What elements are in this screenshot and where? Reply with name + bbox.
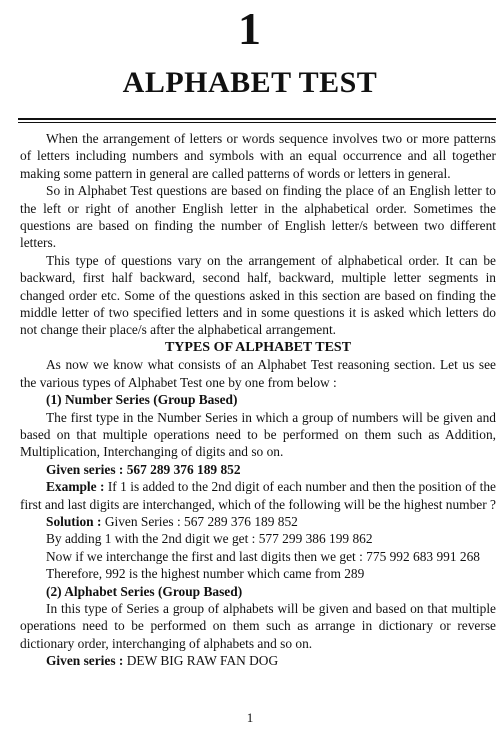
title-rule-thin xyxy=(18,122,496,123)
given-series-label: Given series : xyxy=(46,653,124,669)
types-heading: TYPES OF ALPHABET TEST xyxy=(164,339,352,355)
chapter-number: 1 xyxy=(238,3,262,54)
given-series-label: Given series : xyxy=(46,461,124,477)
solution-step-1: By adding 1 with the 2nd digit we get : 577 299 386 199 862 xyxy=(46,531,373,547)
title-rule-thick xyxy=(18,118,496,120)
solution-text: Given Series : 567 289 376 189 852 xyxy=(104,513,298,529)
example-label: Example : xyxy=(46,479,105,495)
intro-paragraph-2: So in Alphabet Test questions are based on finding the place of an English letter to the left or right of another English letter in the alphabetical order. Sometimes the questions are based on finding the number of English letter/s between two different letters. xyxy=(20,183,496,251)
solution-step-3: Therefore, 992 is the highest number which came from 289 xyxy=(46,566,365,582)
page-number: 1 xyxy=(246,710,254,725)
types-intro: As now we know what consists of an Alphabet Test reasoning section. Let us see the various types of Alphabet Test one by one from below : xyxy=(20,357,496,390)
solution-step-2: Now if we interchange the first and last digits then we get : 775 992 683 991 268 xyxy=(46,548,480,564)
solution-label: Solution : xyxy=(46,513,102,529)
alphabet-series-heading: (2) Alphabet Series (Group Based) xyxy=(46,583,243,599)
alphabet-given-series xyxy=(20,652,496,669)
number-given-series xyxy=(20,461,496,478)
example-paragraph xyxy=(20,478,496,513)
alphabet-series-description: In this type of Series a group of alphabets will be given and based on that multiple operations need to be performed on them such as arrange in dictionary or reverse dictionary order, interchanging of alphabets and so on. xyxy=(20,600,496,651)
solution-line xyxy=(20,513,496,530)
example-text: If 1 is added to the 2nd digit of each number and then the position of the first and last digits are interchanged, which of the following will be the highest number ? xyxy=(20,479,496,512)
given-series-value: DEW BIG RAW FAN DOG xyxy=(126,653,279,669)
given-series-value: 567 289 376 189 852 xyxy=(126,461,241,477)
number-series-heading: (1) Number Series (Group Based) xyxy=(46,392,238,408)
chapter-title: ALPHABET TEST xyxy=(122,66,378,99)
number-series-description: The first type in the Number Series in which a group of numbers will be given and based on that multiple operations need to be performed on them such as Addition, Multiplication, Interchanging of digits and so on. xyxy=(20,409,496,460)
intro-paragraph-3: This type of questions vary on the arrangement of alphabetical order. It can be backward, first half backward, second half, backward, multiple letter segments in changed order etc. Some of the questions asked in this section are based on finding the middle letter of two specified letters and in some questions it is asked which letters do not change their place/s after the alphabetical arrangement. xyxy=(20,252,496,338)
intro-paragraph-1: When the arrangement of letters or words sequence involves two or more patterns of letters including numbers and symbols with an equal occurrence and all together making some pattern in general are called patterns of words or letters in general. xyxy=(20,131,496,181)
chapter-body xyxy=(20,130,496,670)
